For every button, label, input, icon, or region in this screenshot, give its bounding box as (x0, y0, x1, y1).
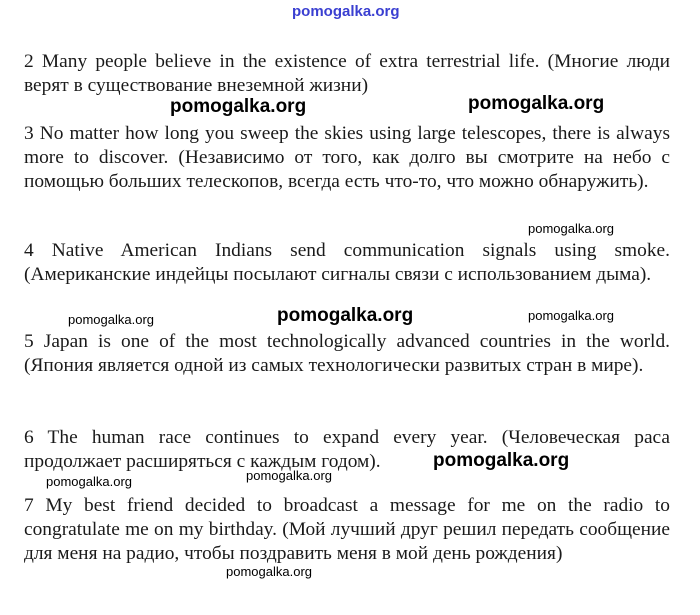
watermark: pomogalka.org (68, 312, 154, 327)
watermark: pomogalka.org (433, 450, 570, 471)
watermark: pomogalka.org (46, 474, 132, 489)
watermark: pomogalka.org (528, 308, 614, 323)
sentence-3: 3 No matter how long you sweep the skies using large telescopes, there is always more to discover. (Независимо от того, как долго вы смотрите на небо с помощью больших телескопов, всегда есть что-то, что можно обнаружить). (24, 123, 670, 192)
sentence-4: 4 Native American Indians send communication signals using smoke. (Американские индейцы посылают сигналы связи с использованием дыма). (24, 240, 670, 285)
watermark: pomogalka.org (528, 221, 614, 236)
sentence-5: 5 Japan is one of the most technologically advanced countries in the world. (Япония является одной из самых технологически развитых стран в мире). (24, 331, 670, 376)
watermark: pomogalka.org (468, 93, 605, 114)
sentence-6: 6 The human race continues to expand every year. (Человеческая раса продолжает расширяться с каждым годом). (24, 427, 670, 472)
watermark: pomogalka.org (246, 468, 332, 483)
sentence-2: 2 Many people believe in the existence of extra terrestrial life. (Многие люди верят в существование внеземной жизни) (24, 51, 670, 96)
watermark-top: pomogalka.org (292, 3, 400, 20)
watermark: pomogalka.org (226, 564, 312, 579)
watermark: pomogalka.org (277, 305, 414, 326)
watermark: pomogalka.org (170, 96, 307, 117)
sentence-7: 7 My best friend decided to broadcast a message for me on the radio to congratulate me on my birthday. (Мой лучший друг решил передать сообщение для меня на радио, чтобы поздравить меня в мой день рождения) (24, 495, 670, 564)
